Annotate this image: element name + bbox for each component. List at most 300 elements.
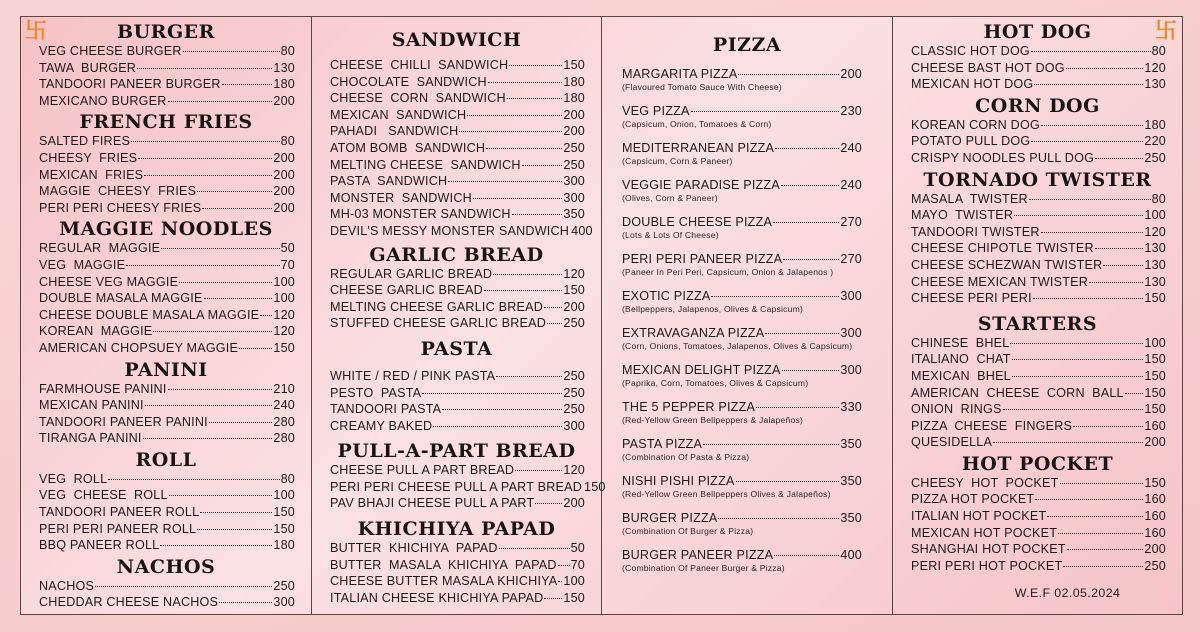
menu-item <box>911 525 1166 542</box>
menu-section-tornado-twister <box>903 169 1172 307</box>
item-price: 70 <box>280 257 295 272</box>
menu-section-hot-dog <box>903 21 1172 93</box>
menu-item <box>39 240 295 257</box>
item-price: 210 <box>273 381 295 396</box>
item-name: MEXICAN FRIES <box>39 167 144 182</box>
menu-column-1 <box>21 17 312 614</box>
item-description: (Flavoured Tomato Sauce With Cheese) <box>622 82 782 92</box>
menu-section-pull-a-part-bread <box>322 440 606 512</box>
item-name: CHEESE CHIPOTLE TWISTER <box>911 241 1094 256</box>
item-price: 270 <box>840 252 862 266</box>
menu-item <box>911 43 1166 60</box>
item-name: MEXICAN SANDWICH <box>330 107 467 122</box>
item-price: 120 <box>563 463 585 478</box>
dot-leader <box>1031 141 1143 142</box>
item-name: POTATO PULL DOG <box>911 134 1031 149</box>
item-name: SHANGHAI HOT POCKET <box>911 542 1066 557</box>
swastika-emblem-icon: 卐 <box>1155 18 1178 43</box>
menu-item <box>39 200 295 217</box>
dot-leader <box>493 274 562 275</box>
menu-section-khichiya-papad <box>322 518 591 606</box>
menu-item <box>911 257 1166 274</box>
item-name: BBQ PANEER ROLL <box>39 538 160 553</box>
item-price: 220 <box>1144 134 1166 149</box>
menu-item <box>39 93 295 110</box>
item-name: ITALIAN CHEESE KHICHIYA PAPAD <box>330 590 544 605</box>
item-price: 80 <box>280 44 295 58</box>
item-name: CRISPY NOODLES PULL DOG <box>911 150 1095 165</box>
dot-leader <box>137 68 272 69</box>
menu-item <box>911 368 1166 385</box>
dot-leader <box>1041 125 1143 126</box>
menu-item <box>622 436 862 463</box>
menu-item <box>330 282 585 299</box>
item-name: MEXICAN DELIGHT PIZZA <box>622 363 781 377</box>
item-description: (Olives, Corn & Paneer) <box>622 193 718 203</box>
dot-leader <box>1060 483 1144 484</box>
dot-leader <box>1010 343 1143 344</box>
dot-leader <box>1067 549 1144 550</box>
item-price: 250 <box>273 578 295 593</box>
item-name: MEXICAN HOT POCKET <box>911 525 1058 540</box>
item-name: CHEESY FRIES <box>39 150 138 165</box>
menu-section-panini <box>31 359 301 447</box>
item-name: MEXICAN PANINI <box>39 398 144 413</box>
dot-leader <box>774 555 839 556</box>
menu-item <box>39 430 295 447</box>
menu-item <box>39 274 295 291</box>
item-price: 300 <box>563 174 585 189</box>
dot-leader <box>1012 376 1143 377</box>
item-price: 160 <box>1144 509 1166 524</box>
section-heading: SANDWICH <box>391 29 522 51</box>
item-price: 200 <box>563 299 585 314</box>
dot-leader <box>783 259 839 260</box>
item-price: 300 <box>273 595 295 610</box>
item-price: 150 <box>273 340 295 355</box>
item-name: FARMHOUSE PANINI <box>39 381 167 396</box>
item-price: 130 <box>1144 241 1166 256</box>
item-name: ITALIANO CHAT <box>911 352 1011 367</box>
item-name: CHEESE VEG MAGGIE <box>39 274 179 289</box>
section-heading: PASTA <box>420 337 493 360</box>
dot-leader <box>515 470 562 471</box>
item-description: (Combination Of Paneer Burger & Pizza) <box>622 563 785 573</box>
dot-leader <box>522 165 563 166</box>
item-name: REGULAR GARLIC BREAD <box>330 266 493 281</box>
menu-item <box>39 487 295 504</box>
menu-item <box>39 381 295 398</box>
dot-leader <box>993 442 1143 443</box>
item-name: CHEESE DOUBLE MASALA MAGGIE <box>39 307 260 322</box>
menu-item <box>622 214 862 241</box>
menu-section-corn-dog <box>903 95 1172 167</box>
section-heading: PIZZA <box>712 34 782 56</box>
menu-item <box>330 206 585 223</box>
item-price: 150 <box>584 479 606 494</box>
item-price: 120 <box>1144 60 1166 75</box>
menu-section-maggie-noodles <box>31 218 301 356</box>
menu-item <box>911 274 1166 291</box>
item-name: PERI PERI HOT POCKET <box>911 558 1063 573</box>
item-name: STUFFED CHEESE GARLIC BREAD <box>330 316 547 331</box>
menu-item <box>622 103 862 130</box>
item-name: PAHADI SANDWICH <box>330 124 459 139</box>
menu-item <box>622 66 862 93</box>
item-name: VEG PIZZA <box>622 104 690 118</box>
menu-item <box>911 558 1166 575</box>
item-price: 180 <box>273 538 295 553</box>
menu-column-3 <box>602 17 893 614</box>
dot-leader <box>703 444 839 445</box>
menu-item <box>622 251 862 278</box>
menu-item <box>911 434 1166 451</box>
menu-item <box>39 133 295 150</box>
item-price: 130 <box>1144 274 1166 289</box>
item-price: 240 <box>840 178 862 192</box>
item-name: DOUBLE MASALA MAGGIE <box>39 291 203 306</box>
item-description: (Red-Yellow Green Bellpeppers & Jalapeños) <box>622 415 804 425</box>
item-name: SALTED FIRES <box>39 134 131 149</box>
item-name: ONION RINGS <box>911 402 1002 417</box>
item-name: TANDOORI PANEER BURGER <box>39 77 221 92</box>
menu-item <box>622 399 862 426</box>
dot-leader <box>1058 533 1143 534</box>
menu-item <box>39 340 295 357</box>
item-name: VEGGIE PARADISE PIZZA <box>622 178 780 192</box>
item-name: MARGARITA PIZZA <box>622 67 738 81</box>
item-name: NISHI PISHI PIZZA <box>622 474 735 488</box>
item-name: ATOM BOMB SANDWICH <box>330 140 486 155</box>
section-heading: MAGGIE NOODLES <box>59 218 273 241</box>
menu-item <box>39 594 295 611</box>
menu-section-garlic-bread <box>322 244 591 332</box>
dot-leader <box>197 191 272 192</box>
menu-item <box>330 462 585 479</box>
item-price: 330 <box>840 400 862 414</box>
item-price: 200 <box>563 107 585 122</box>
item-price: 130 <box>1144 257 1166 272</box>
item-name: TAWA BURGER <box>39 60 137 75</box>
section-heading: NACHOS <box>116 555 216 578</box>
item-name: BUTTER KHICHIYA PAPAD <box>330 541 498 556</box>
item-name: PERI PERI CHEESY FRIES <box>39 200 202 215</box>
item-price: 100 <box>1144 208 1166 223</box>
menu-column-4 <box>893 17 1182 614</box>
item-price: 240 <box>840 141 862 155</box>
item-price: 150 <box>563 283 585 298</box>
menu-item <box>330 385 585 402</box>
menu-item <box>911 133 1166 150</box>
item-price: 150 <box>1144 368 1166 383</box>
item-price: 100 <box>273 291 295 306</box>
item-price: 80 <box>1151 191 1166 206</box>
item-price: 120 <box>273 324 295 339</box>
menu-item <box>622 177 862 204</box>
dot-leader <box>202 208 272 209</box>
menu-item <box>39 257 295 274</box>
item-price: 350 <box>840 511 862 525</box>
item-price: 150 <box>1144 402 1166 417</box>
menu-item <box>622 510 862 537</box>
item-price: 160 <box>1144 418 1166 433</box>
item-price: 300 <box>563 418 585 433</box>
item-price: 230 <box>840 104 862 118</box>
item-price: 270 <box>840 215 862 229</box>
dot-leader <box>473 198 562 199</box>
item-name: CHEESE SCHEZWAN TWISTER <box>911 257 1103 272</box>
dot-leader <box>179 282 272 283</box>
menu-item <box>39 290 295 307</box>
dot-leader <box>204 298 273 299</box>
menu-item <box>330 590 585 607</box>
item-name: MEXICANO BURGER <box>39 93 167 108</box>
item-name: VEG MAGGIE <box>39 257 126 272</box>
item-price: 180 <box>563 91 585 106</box>
item-price: 280 <box>273 414 295 429</box>
item-price: 70 <box>570 557 585 572</box>
menu-item <box>39 323 295 340</box>
dot-leader <box>448 181 562 182</box>
item-name: THE 5 PEPPER PIZZA <box>622 400 756 414</box>
menu-item <box>911 418 1166 435</box>
dot-leader <box>775 148 839 149</box>
menu-section-hot-pocket <box>903 453 1172 575</box>
menu-item <box>330 90 585 107</box>
item-price: 130 <box>273 60 295 75</box>
menu-item <box>911 290 1166 307</box>
item-name: PERI PERI PANEER PIZZA <box>622 252 783 266</box>
menu-item <box>911 117 1166 134</box>
item-name: MAGGIE CHEESY FRIES <box>39 184 197 199</box>
item-name: CHEESE CHILLI SANDWICH <box>330 58 509 72</box>
item-name: MEXICAN HOT DOG <box>911 77 1034 92</box>
item-price: 280 <box>273 431 295 446</box>
dot-leader <box>95 586 272 587</box>
dot-leader <box>422 393 562 394</box>
section-heading: TORNADO TWISTER <box>923 168 1152 191</box>
item-price: 200 <box>563 124 585 139</box>
menu-item <box>330 190 585 207</box>
item-description: (Combination Of Pasta & Pizza) <box>622 452 750 462</box>
item-name: CHEESY HOT POCKET <box>911 475 1059 490</box>
menu-item <box>911 385 1166 402</box>
item-price: 100 <box>273 488 295 503</box>
dot-leader <box>544 598 562 599</box>
dot-leader <box>144 175 272 176</box>
item-price: 100 <box>1144 335 1166 350</box>
menu-item <box>39 471 295 488</box>
dot-leader <box>496 376 562 377</box>
menu-item <box>39 537 295 554</box>
item-name: TANDOORI PANEER PANINI <box>39 414 208 429</box>
menu-item <box>39 414 295 431</box>
effective-date-note: W.E.F 02.05.2024 <box>1014 586 1121 601</box>
dot-leader <box>197 529 272 530</box>
dot-leader <box>1089 282 1143 283</box>
item-price: 100 <box>563 574 585 589</box>
dot-leader <box>1029 199 1151 200</box>
item-price: 80 <box>280 134 295 149</box>
item-price: 50 <box>570 541 585 556</box>
dot-leader <box>736 481 840 482</box>
item-name: EXOTIC PIZZA <box>622 289 711 303</box>
item-price: 400 <box>571 223 593 238</box>
menu-item <box>39 504 295 521</box>
section-heading: HOT DOG <box>983 21 1092 43</box>
menu-item <box>622 362 862 389</box>
item-name: PESTO PASTA <box>330 385 422 400</box>
menu-item <box>911 224 1166 241</box>
item-price: 200 <box>563 496 585 511</box>
item-name: PERI PERI CHEESE PULL A PART BREAD <box>330 479 583 494</box>
item-price: 350 <box>840 474 862 488</box>
menu-item <box>911 335 1166 352</box>
section-heading: STARTERS <box>977 312 1098 335</box>
item-price: 200 <box>273 150 295 165</box>
item-price: 150 <box>1144 475 1166 490</box>
item-price: 160 <box>1144 525 1166 540</box>
section-heading: FRENCH FRIES <box>79 111 253 134</box>
item-price: 150 <box>1144 291 1166 306</box>
item-description: (Capsicum, Onion, Tomatoes & Corn) <box>622 119 772 129</box>
menu-item <box>330 368 585 385</box>
item-price: 350 <box>840 437 862 451</box>
dot-leader <box>1095 248 1144 249</box>
item-price: 80 <box>280 471 295 486</box>
item-name: PERI PERI PANEER ROLL <box>39 521 197 536</box>
item-name: NACHOS <box>39 578 95 593</box>
dot-leader <box>433 426 562 427</box>
item-name: TIRANGA PANINI <box>39 431 142 446</box>
item-name: TANDOORI PANEER ROLL <box>39 505 200 520</box>
dot-leader <box>507 98 563 99</box>
menu-item <box>39 76 295 93</box>
menu-item <box>330 495 585 512</box>
menu-item <box>330 266 585 283</box>
menu-item <box>330 540 585 557</box>
dot-leader <box>781 185 839 186</box>
dot-leader <box>484 290 563 291</box>
dot-leader <box>558 565 570 566</box>
item-price: 150 <box>563 58 585 72</box>
item-name: MEDITERRANEAN PIZZA <box>622 141 775 155</box>
item-price: 250 <box>563 316 585 331</box>
menu-board <box>20 16 1183 615</box>
menu-item <box>39 167 295 184</box>
item-price: 200 <box>273 167 295 182</box>
menu-item <box>330 107 585 124</box>
item-name: MASALA TWISTER <box>911 191 1028 206</box>
menu-item <box>330 223 593 240</box>
item-name: PIZZA CHEESE FINGERS <box>911 418 1073 433</box>
item-price: 150 <box>1144 385 1166 400</box>
dot-leader <box>459 131 562 132</box>
dot-leader <box>200 512 272 513</box>
menu-item <box>622 288 862 315</box>
menu-section-pizza <box>612 34 882 574</box>
menu-item <box>330 401 585 418</box>
item-name: MAYO TWISTER <box>911 208 1014 223</box>
item-price: 150 <box>273 505 295 520</box>
menu-item <box>911 240 1166 257</box>
menu-item <box>911 401 1166 418</box>
section-heading: BURGER <box>117 21 215 43</box>
item-name: DEVIL'S MESSY MONSTER SANDWICH <box>330 223 570 238</box>
item-price: 400 <box>840 548 862 562</box>
item-price: 200 <box>1144 435 1166 450</box>
dot-leader <box>535 503 562 504</box>
section-heading: KHICHIYA PAPAD <box>357 518 556 541</box>
menu-item <box>39 397 295 414</box>
item-name: CHEESE PULL A PART BREAD <box>330 463 515 478</box>
item-name: KOREAN MAGGIE <box>39 324 153 339</box>
item-price: 150 <box>1144 352 1166 367</box>
menu-section-french-fries <box>31 111 301 216</box>
menu-item <box>330 57 585 74</box>
dot-leader <box>442 409 562 410</box>
dot-leader <box>126 265 279 266</box>
item-price: 250 <box>563 157 585 172</box>
menu-item <box>330 573 585 590</box>
item-price: 250 <box>563 402 585 417</box>
item-description: (Bellpeppers, Jalapenos, Olives & Capsicum) <box>622 304 804 314</box>
dot-leader <box>239 348 272 349</box>
dot-leader <box>1014 215 1143 216</box>
item-price: 200 <box>840 67 862 81</box>
item-price: 300 <box>840 363 862 377</box>
dot-leader <box>143 438 273 439</box>
item-price: 250 <box>563 368 585 383</box>
item-name: VEG CHEESE ROLL <box>39 488 168 503</box>
dot-leader <box>765 333 839 334</box>
item-name: MONSTER SANDWICH <box>330 190 472 205</box>
menu-item <box>911 491 1166 508</box>
section-heading: HOT POCKET <box>961 452 1114 475</box>
item-name: CHEESE MEXICAN TWISTER <box>911 274 1089 289</box>
item-name: PASTA PIZZA <box>622 437 703 451</box>
item-name: CHEESE GARLIC BREAD <box>330 283 483 298</box>
item-price: 240 <box>273 398 295 413</box>
item-name: QUESIDELLA <box>911 435 993 450</box>
menu-section-sandwich <box>322 29 591 240</box>
item-name: BUTTER MASALA KHICHIYA PAPAD <box>330 557 557 572</box>
item-name: WHITE / RED / PINK PASTA <box>330 368 496 383</box>
item-name: AMERICAN CHOPSUEY MAGGIE <box>39 340 239 355</box>
menu-item <box>39 521 295 538</box>
item-price: 120 <box>273 307 295 322</box>
dot-leader <box>1012 359 1144 360</box>
item-name: PIZZA HOT POCKET <box>911 492 1035 507</box>
menu-item <box>330 315 585 332</box>
item-price: 300 <box>840 289 862 303</box>
item-name: ITALIAN HOT POCKET <box>911 509 1047 524</box>
dot-leader <box>547 323 562 324</box>
dot-leader <box>1033 298 1144 299</box>
menu-item <box>330 299 585 316</box>
dot-leader <box>773 222 839 223</box>
item-description: (Lots & Lots Of Cheese) <box>622 230 719 240</box>
item-name: TANDOORI TWISTER <box>911 224 1040 239</box>
dot-leader <box>718 518 839 519</box>
dot-leader <box>1103 265 1143 266</box>
section-heading: GARLIC BREAD <box>369 243 544 266</box>
item-price: 130 <box>1144 77 1166 92</box>
dot-leader <box>222 84 273 85</box>
item-name: CHEDDAR CHEESE NACHOS <box>39 595 219 610</box>
menu-item <box>622 473 862 500</box>
item-name: BURGER PIZZA <box>622 511 718 525</box>
